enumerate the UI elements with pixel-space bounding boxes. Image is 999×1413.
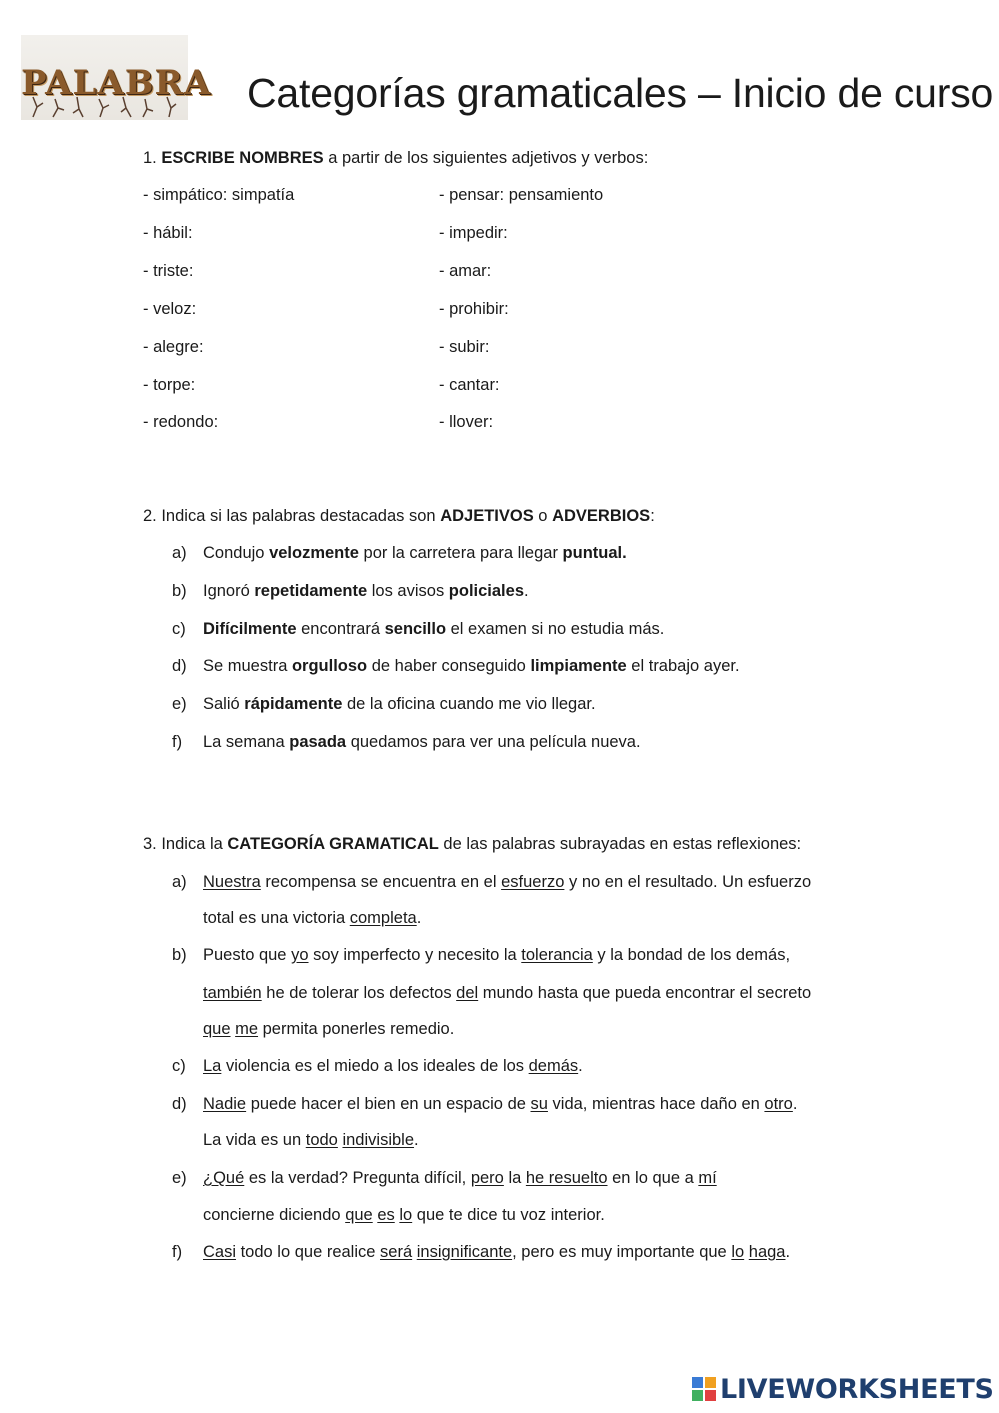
ex2-item-letter: d) xyxy=(172,657,187,675)
ex2-item: Difícilmente encontrará sencillo el examen si no estudia más. xyxy=(203,620,665,638)
ex3-item-line: La violencia es el miedo a los ideales de los demás. xyxy=(203,1057,583,1075)
ex1-right-item: - subir: xyxy=(439,338,490,356)
ex2-item: La semana pasada quedamos para ver una película nueva. xyxy=(203,733,641,751)
ex1-left-item: - hábil: xyxy=(143,224,193,242)
ex1-right-item: - prohibir: xyxy=(439,300,509,318)
ex2-item-letter: a) xyxy=(172,544,187,562)
ex3-item-letter: c) xyxy=(172,1057,186,1075)
exercise-2-heading: 2. Indica si las palabras destacadas son ADJETIVOS o ADVERBIOS: xyxy=(143,507,655,525)
page-title: Categorías gramaticales – Inicio de curso xyxy=(247,70,994,116)
liveworksheets-text: LIVEWORKSHEETS xyxy=(720,1373,994,1405)
ex1-right-item: - pensar: pensamiento xyxy=(439,186,604,204)
ex1-left-item: - triste: xyxy=(143,262,194,280)
ex1-left-item: - alegre: xyxy=(143,338,204,356)
ex3-item-line: Puesto que yo soy imperfecto y necesito la tolerancia y la bondad de los demás, xyxy=(203,946,791,964)
ex3-item-letter: a) xyxy=(172,873,187,891)
exercise-1-heading: 1. ESCRIBE NOMBRES a partir de los siguientes adjetivos y verbos: xyxy=(143,149,649,167)
ex1-right-item: - cantar: xyxy=(439,376,500,394)
logo-figures-icon xyxy=(27,93,182,119)
ex2-item-letter: b) xyxy=(172,582,187,600)
ex2-item: Se muestra orgulloso de haber conseguido limpiamente el trabajo ayer. xyxy=(203,657,740,675)
ex3-item-letter: b) xyxy=(172,946,187,964)
ex1-left-item: - redondo: xyxy=(143,413,219,431)
ex3-item-line: Casi todo lo que realice será insignificante, pero es muy importante que lo haga. xyxy=(203,1243,791,1261)
ex3-item-line: que me permita ponerles remedio. xyxy=(203,1020,455,1038)
ex2-item: Condujo velozmente por la carretera para llegar puntual. xyxy=(203,544,627,562)
ex1-left-item: - simpático: simpatía xyxy=(143,186,295,204)
palabra-logo xyxy=(21,35,212,120)
ex3-item-line: Nuestra recompensa se encuentra en el esfuerzo y no en el resultado. Un esfuerzo xyxy=(203,873,812,891)
ex3-item-line: ¿Qué es la verdad? Pregunta difícil, pero la he resuelto en lo que a mí xyxy=(203,1169,717,1187)
ex2-item-letter: c) xyxy=(172,620,186,638)
ex1-right-item: - impedir: xyxy=(439,224,508,242)
ex2-item-letter: e) xyxy=(172,695,187,713)
liveworksheets-logo-icon xyxy=(692,1377,716,1401)
logo-word: PALABRA xyxy=(21,63,212,103)
ex3-item-line: Nadie puede hacer el bien en un espacio de su vida, mientras hace daño en otro. xyxy=(203,1095,798,1113)
ex3-item-letter: e) xyxy=(172,1169,187,1187)
ex3-item-line: concierne diciendo que es lo que te dice tu voz interior. xyxy=(203,1206,605,1224)
exercise-3-heading: 3. Indica la CATEGORÍA GRAMATICAL de las palabras subrayadas en estas reflexiones: xyxy=(143,835,802,853)
ex1-right-item: - amar: xyxy=(439,262,492,280)
ex1-left-item: - torpe: xyxy=(143,376,196,394)
ex3-item-line: total es una victoria completa. xyxy=(203,909,422,927)
ex2-item-letter: f) xyxy=(172,733,183,751)
ex3-item-letter: d) xyxy=(172,1095,187,1113)
ex1-left-item: - veloz: xyxy=(143,300,197,318)
ex3-item-line: La vida es un todo indivisible. xyxy=(203,1131,419,1149)
ex1-right-item: - llover: xyxy=(439,413,494,431)
ex2-item: Salió rápidamente de la oficina cuando me vio llegar. xyxy=(203,695,596,713)
ex3-item-line: también he de tolerar los defectos del mundo hasta que pueda encontrar el secreto xyxy=(203,984,812,1002)
liveworksheets-brand[interactable] xyxy=(692,1372,994,1406)
ex2-item: Ignoró repetidamente los avisos policiales. xyxy=(203,582,529,600)
ex3-item-letter: f) xyxy=(172,1243,183,1261)
